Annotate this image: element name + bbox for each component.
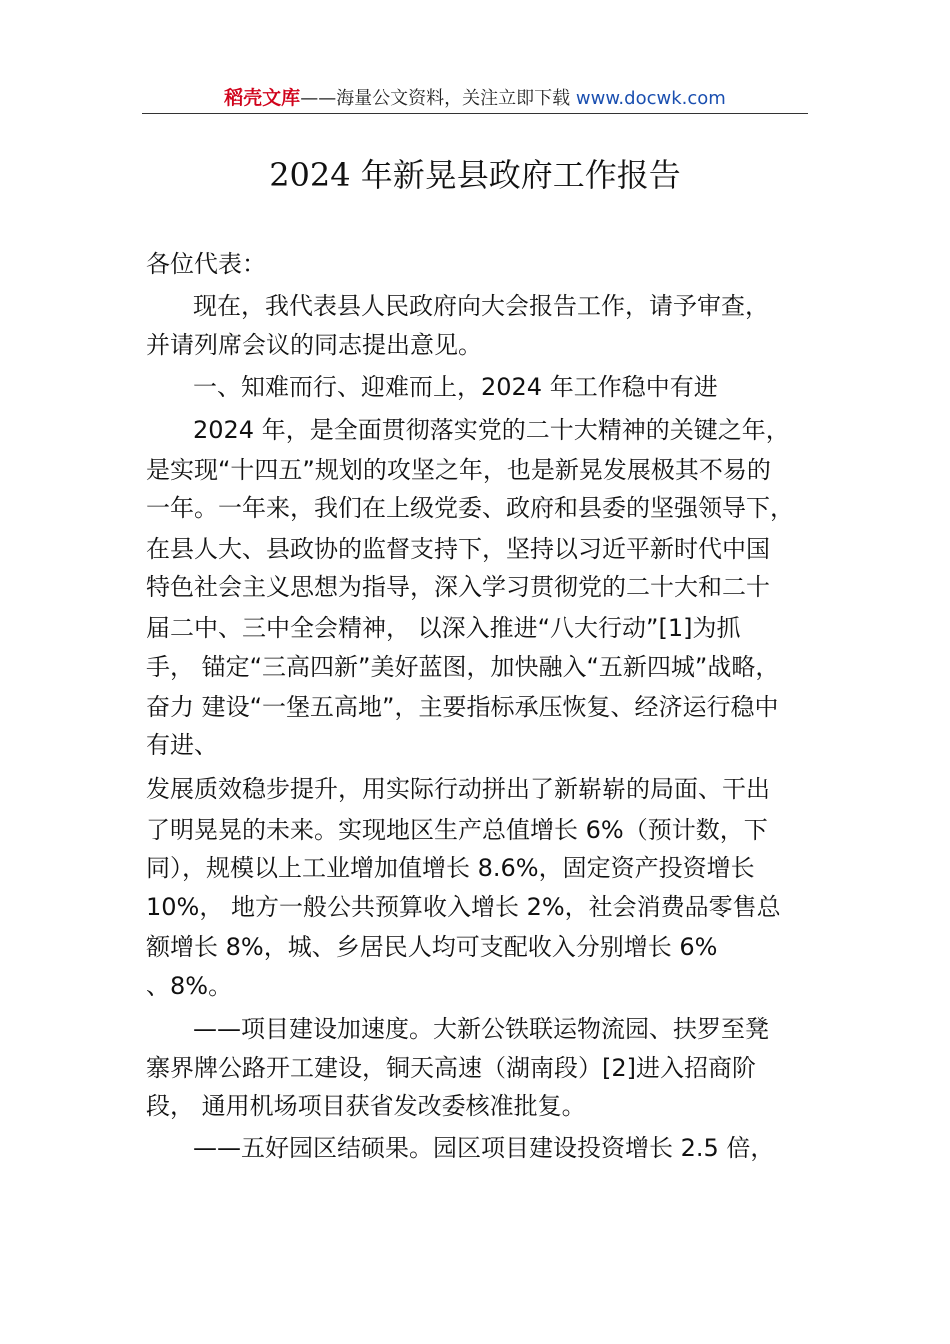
brand-logo-text: 稻壳文库 — [224, 87, 301, 109]
paragraph-line: 并请列席会议的同志提出意见。 — [146, 331, 482, 359]
paragraph-line: 、8%。 — [146, 972, 233, 1000]
paragraph-line: 2024 年，是全面贯彻落实党的二十大精神的关键之年， — [193, 416, 790, 444]
salutation: 各位代表： — [146, 250, 266, 278]
header-divider — [142, 113, 808, 114]
paragraph-line: 寨界牌公路开工建设，铜天高速（湖南段）[2]进入招商阶 — [146, 1054, 756, 1082]
paragraph-line: 了明晃晃的未来。实现地区生产总值增长 6%（预计数，下 — [146, 816, 768, 844]
paragraph-line: 届二中、三中全会精神， 以深入推进“八大行动”[1]为抓 — [146, 614, 741, 642]
paragraph-line: 段， 通用机场项目获省发改委核准批复。 — [146, 1092, 586, 1120]
paragraph-line: 奋力 建设“一堡五高地”，主要指标承压恢复、经济运行稳中 — [146, 693, 779, 721]
document-title: 2024 年新晃县政府工作报告 — [269, 156, 681, 194]
paragraph-line: 额增长 8%，城、乡居民人均可支配收入分别增长 6% — [146, 933, 718, 961]
paragraph-line: 现在，我代表县人民政府向大会报告工作，请予审查， — [193, 292, 769, 320]
paragraph-line: 有进、 — [146, 731, 218, 759]
paragraph-line: 10%， 地方一般公共预算收入增长 2%，社会消费品零售总 — [146, 893, 781, 921]
section-heading: 一、知难而行、迎难而上，2024 年工作稳中有进 — [193, 373, 718, 401]
header-tagline: ——海量公文资料，关注立即下载 — [300, 88, 576, 109]
paragraph-line: 手， 锚定“三高四新”美好蓝图，加快融入“五新四城”战略， — [146, 653, 780, 681]
paragraph-line: 发展质效稳步提升，用实际行动拼出了新崭崭的局面、干出 — [146, 775, 770, 803]
paragraph-line: ——项目建设加速度。大新公铁联运物流园、扶罗至凳 — [193, 1015, 769, 1043]
paragraph-line: ——五好园区结硕果。园区项目建设投资增长 2.5 倍， — [193, 1134, 775, 1162]
paragraph-line: 一年。一年来，我们在上级党委、政府和县委的坚强领导下， — [146, 494, 794, 522]
paragraph-line: 同），规模以上工业增加值增长 8.6%，固定资产投资增长 — [146, 854, 755, 882]
paragraph-line: 在县人大、县政协的监督支持下，坚持以习近平新时代中国 — [146, 535, 770, 563]
paragraph-line: 特色社会主义思想为指导，深入学习贯彻党的二十大和二十 — [146, 573, 770, 601]
header-site-link[interactable]: www.docwk.com — [575, 88, 726, 109]
page-header — [142, 84, 808, 114]
paragraph-line: 是实现“十四五”规划的攻坚之年，也是新晃发展极其不易的 — [146, 456, 771, 484]
